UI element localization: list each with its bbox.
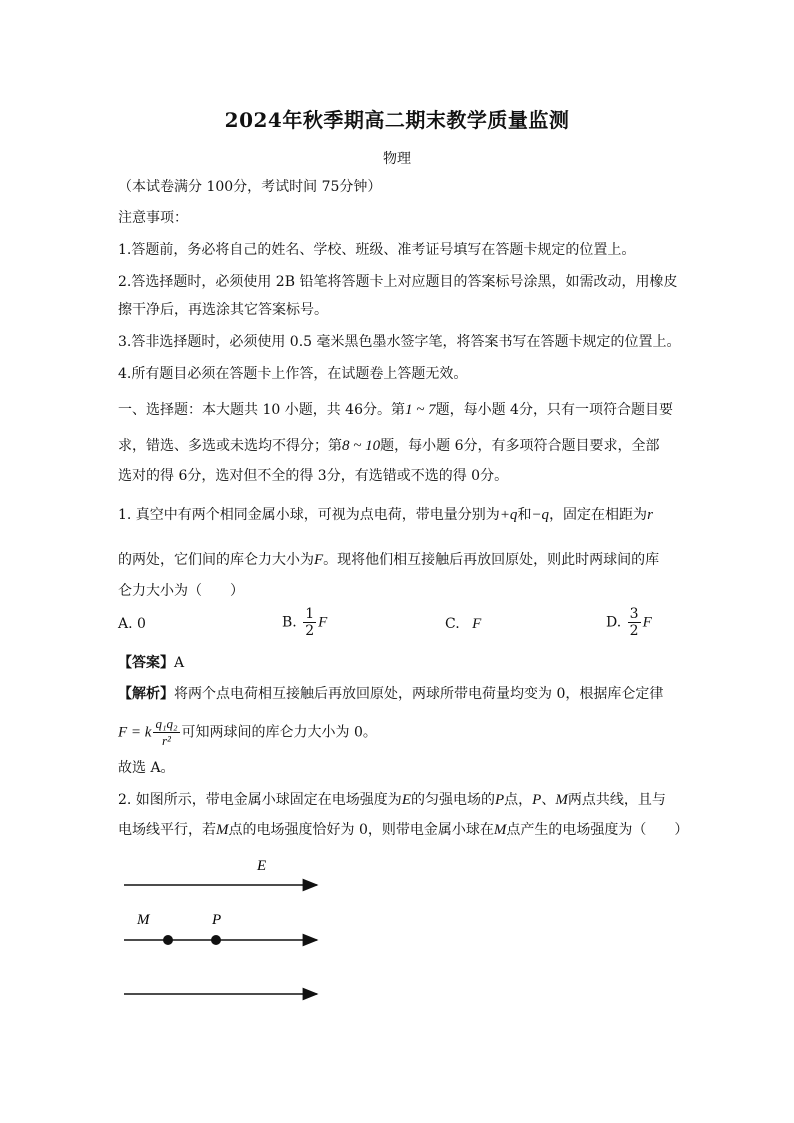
note-2: 2.答选择题时，必须使用 2B 铅笔将答题卡上对应题目的答案标号涂黑，如需改动，用橡皮 [118,274,678,290]
point-P: P [532,792,542,808]
q2-text: 点产生的电场强度为（ ） [506,822,689,838]
section1-text: 题，每小题 6分，有多项符合题目要求，全部 [380,438,660,454]
formula-lhs: F = k [118,724,152,741]
q1-line3: 仑力大小为（ ） [118,583,244,599]
frac-num: 1 [305,606,315,622]
q1-text: ，固定在相距为 [549,507,648,523]
section1-text: 一、选择题：本大题共 10 小题，共 46分。第 [118,402,405,418]
frac-num: 3 [629,606,639,622]
q1-text: 。现将他们相互接触后再放回原处，则此时两球间的库 [323,552,660,568]
q1-text: 1. 真空中有两个相同金属小球，可视为点电荷，带电量分别为 [118,507,500,523]
note-3: 3.答非选择题时，必须使用 0.5 毫米黑色墨水签字笔，将答案书写在答题卡规定的位置上。 [118,334,681,350]
q1-conclusion: 故选 A。 [118,760,175,776]
page-title: 2024年秋季期高二期末教学质量监测 [224,108,570,132]
note-2-cont: 擦干净后，再选涂其它答案标号。 [118,302,328,318]
frac-den: r² [161,733,171,748]
range-1-7: 1 ~ 7 [404,402,436,418]
option-var: F [318,614,328,631]
analysis-text: 将两个点电荷相互接触后再放回原处，两球所带电荷量均变为 0，根据库仑定律 [174,686,664,702]
q2-text: 点的电场强度恰好为 0，则带电金属小球在 [228,822,494,838]
exam-info: （本试卷满分 100分，考试时间 75分钟） [118,179,382,195]
frac-num: q₁q₂ [155,716,178,731]
note-4: 4.所有题目必须在答题卡上作答，在试题卷上答题无效。 [118,366,468,382]
q1-option-a[interactable]: A. 0 [118,616,146,632]
label-E: E [257,858,267,874]
q2-text: 两点共线，且与 [567,792,666,808]
analysis-label: 【解析】 [118,686,174,702]
frac-den: 2 [305,623,315,639]
option-var: F [642,614,652,631]
option-var: F [472,616,482,632]
answer-value: A [174,655,185,671]
q2-text: 的匀强电场的 [410,792,495,808]
analysis-text: 可知两球间的库仑力大小为 0。 [181,724,377,741]
note-1: 1.答题前，务必将自己的姓名、学校、班级、准考证号填写在答题卡规定的位置上。 [118,242,636,258]
q1-text: 的两处，它们间的库仑力大小为 [118,552,314,568]
option-letter: B. [282,614,297,631]
notes-heading: 注意事项： [118,210,188,226]
point-P-dot [211,935,221,945]
answer-label: 【答案】 [118,655,174,671]
field-E: E [401,792,411,808]
charge-positive: +q [499,507,518,523]
section1-text: 题，每小题 4分，只有一项符合题目要 [435,402,673,418]
q2-text: 电场线平行，若 [118,822,216,838]
point-M: M [493,822,507,838]
section1-line3: 选对的得 6分，选对但不全的得 3分，有选错或不选的得 0分。 [118,468,509,484]
point-M-dot [163,935,173,945]
option-letter: D. [606,614,622,631]
distance-r: r [647,507,653,523]
label-P: P [212,912,222,928]
force-F: F [314,552,324,568]
frac-den: 2 [629,623,639,639]
q2-text: 2. 如图所示，带电金属小球固定在电场强度为 [118,792,402,808]
q2-text: 点， [504,792,533,808]
point-M: M [216,822,229,838]
option-letter: C. [445,616,460,632]
q1-text: 和 [517,507,532,523]
q2-text: 、 [541,792,556,808]
point-P: P [494,792,505,808]
subject-label: 物理 [383,151,411,167]
label-M: M [137,912,150,928]
point-M: M [555,792,568,808]
charge-negative: −q [531,507,550,523]
section1-text: 求，错选、多选或未选均不得分；第 [118,438,342,454]
range-8-10: 8 ~ 10 [342,438,381,454]
